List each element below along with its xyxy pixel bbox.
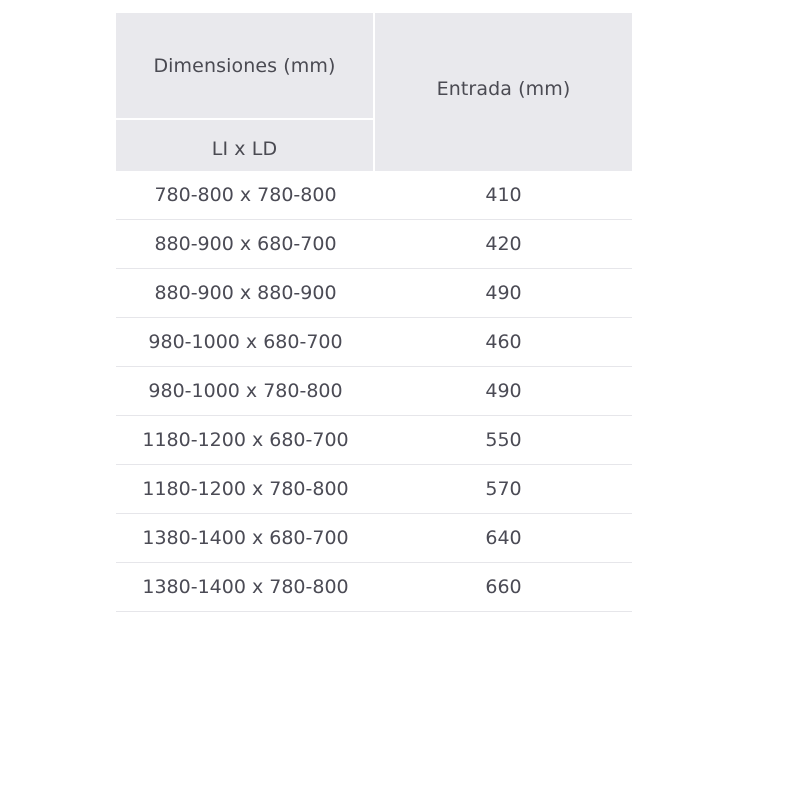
dimensions-cell: 880-900 x 880-900 — [154, 282, 337, 304]
header-dimensions: Dimensiones (mm) — [116, 13, 373, 118]
table-row — [116, 220, 632, 269]
dimensions-cell: 1380-1400 x 680-700 — [142, 527, 349, 549]
entrance-cell: 550 — [485, 429, 522, 451]
table-row — [116, 269, 632, 318]
table-row — [116, 514, 632, 563]
table-row — [116, 416, 632, 465]
table-row — [116, 171, 632, 220]
table-row — [116, 318, 632, 367]
entrance-cell: 640 — [485, 527, 522, 549]
header-dimensions-sub: LI x LD — [116, 120, 373, 171]
table-row — [116, 367, 632, 416]
entrance-cell: 570 — [485, 478, 522, 500]
table-header — [116, 13, 632, 171]
dimensions-cell: 880-900 x 680-700 — [154, 233, 337, 255]
entrance-cell: 490 — [485, 380, 522, 402]
header-entrance: Entrada (mm) — [375, 13, 632, 171]
dimensions-cell: 1180-1200 x 680-700 — [142, 429, 349, 451]
dimensions-cell: 780-800 x 780-800 — [154, 184, 337, 206]
dimensions-cell: 1180-1200 x 780-800 — [142, 478, 349, 500]
entrance-cell: 660 — [485, 576, 522, 598]
dimensions-cell: 980-1000 x 780-800 — [148, 380, 343, 402]
entrance-cell: 420 — [485, 233, 522, 255]
dimensions-cell: 980-1000 x 680-700 — [148, 331, 343, 353]
entrance-cell: 410 — [485, 184, 522, 206]
table-row — [116, 465, 632, 514]
table-row — [116, 563, 632, 612]
dimensions-table — [116, 13, 632, 612]
entrance-cell: 460 — [485, 331, 522, 353]
dimensions-cell: 1380-1400 x 780-800 — [142, 576, 349, 598]
entrance-cell: 490 — [485, 282, 522, 304]
